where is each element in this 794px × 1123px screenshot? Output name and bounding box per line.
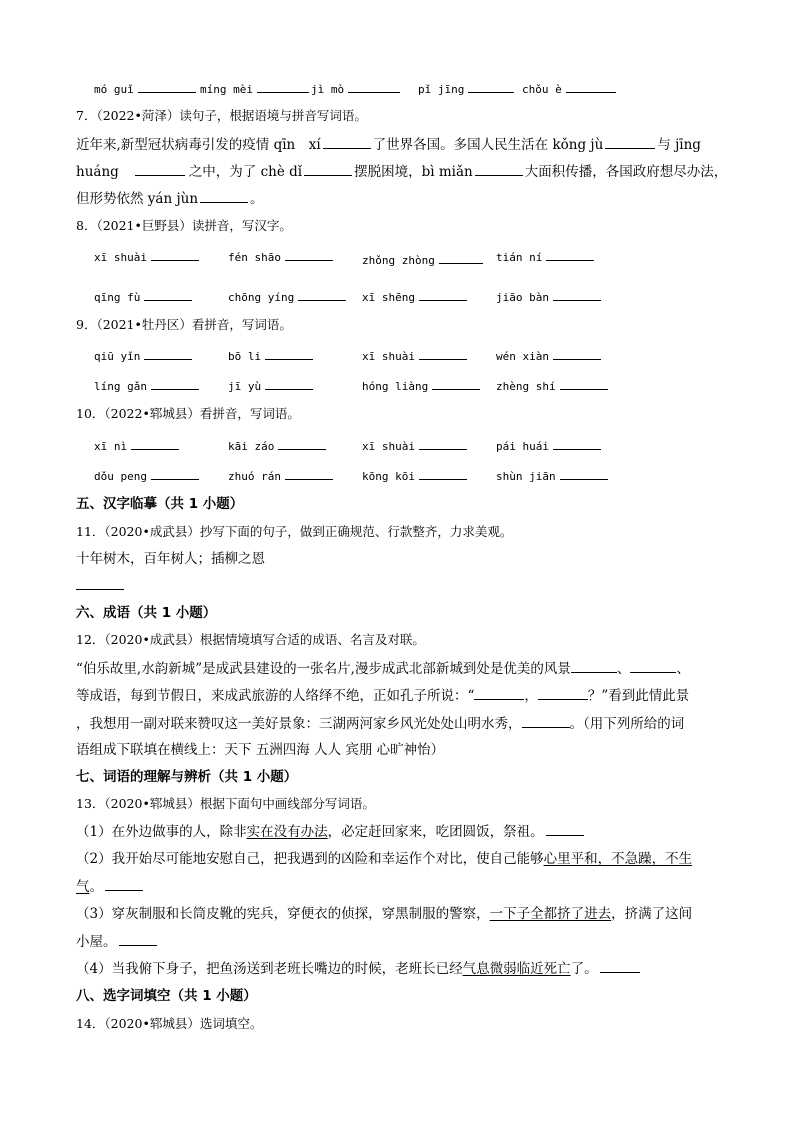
answer-blank[interactable] [285,248,333,261]
answer-blank[interactable] [560,467,608,480]
answer-blank[interactable] [135,163,185,176]
question-10-stem: 10．（2022•郓城县）看拼音，写词语。 [76,406,300,421]
answer-blank[interactable] [151,377,199,390]
question-11-text: 十年树木，百年树人；插柳之恩 [76,551,265,567]
section-8-heading: 八、选字词填空（共 1 小题） [76,988,257,1004]
answer-blank[interactable] [419,437,467,450]
question-13-item-2-cont: 气。 [76,878,143,895]
pinyin-item: jiāo bàn [496,288,601,306]
question-11-answer [76,577,124,595]
question-7-line-2: huáng 之中，为了 chè dǐ 摆脱困境，bì miǎn 大面积传播，各国政府想尽办法， [76,164,728,180]
pinyin-item: jī yù [228,377,313,395]
question-14-stem: 14．（2020•郓城县）选词填空。 [76,1016,263,1031]
answer-blank[interactable] [474,687,524,700]
answer-blank[interactable] [553,288,601,301]
pinyin-item: qīng fù [94,288,192,306]
answer-blank[interactable] [298,288,346,301]
pinyin-item: dǒu peng [94,467,199,485]
pinyin-item: hóng liàng [362,377,480,395]
pinyin-item: xī shuài [362,437,467,455]
pinyin-item: xī shuài [362,347,467,365]
answer-blank[interactable] [200,190,248,203]
answer-blank[interactable] [566,80,616,93]
answer-blank[interactable] [257,80,309,93]
answer-blank[interactable] [419,347,467,360]
answer-blank[interactable] [553,437,601,450]
pinyin-item: chōng yíng [228,288,346,306]
pinyin-item: pái huái [496,437,601,455]
answer-blank[interactable] [468,80,514,93]
question-13-item-1: （1）在外边做事的人，除非实在没有办法，必定赶回家来，吃团圆饭，祭祖。 [76,823,584,840]
answer-blank[interactable] [131,437,179,450]
answer-blank[interactable] [138,80,196,93]
answer-blank[interactable] [278,437,326,450]
section-7-heading: 七、词语的理解与辨析（共 1 小题） [76,769,298,785]
answer-blank[interactable] [265,347,313,360]
answer-blank[interactable] [119,933,157,946]
pinyin-item: mó guǐ [94,80,196,98]
answer-blank[interactable] [432,377,480,390]
pinyin-item: xī nì [94,437,179,455]
answer-blank[interactable] [151,467,199,480]
section-5-heading: 五、汉字临摹（共 1 小题） [76,496,244,512]
pinyin-item: shùn jiān [496,467,608,485]
question-7-line-1: 近年来,新型冠状病毒引发的疫情 qīn xí 了世界各国。多国人民生活在 kǒng jù 与 jīng [76,137,701,153]
answer-blank[interactable] [439,251,483,264]
pinyin-item: zhǒng zhòng [362,251,483,269]
pinyin-item: wén xiàn [496,347,601,365]
pinyin-item: qiū yǐn [94,347,192,365]
question-12-stem: 12．（2020•成武县）根据情境填写合适的成语、名言及对联。 [76,632,425,647]
pinyin-item: bō li [228,347,313,365]
section-6-heading: 六、成语（共 1 小题） [76,605,217,621]
pinyin-item: fén shāo [228,248,333,266]
answer-blank[interactable] [76,577,124,590]
answer-blank[interactable] [105,878,143,891]
answer-blank[interactable] [144,347,192,360]
answer-blank[interactable] [605,136,655,149]
answer-blank[interactable] [553,347,601,360]
question-7-line-3: 但形势依然 yán jùn 。 [76,191,264,207]
pinyin-item: kāi záo [228,437,326,455]
answer-blank[interactable] [522,715,570,728]
answer-blank[interactable] [144,288,192,301]
answer-blank[interactable] [546,823,584,836]
question-13-item-2: （2）我开始尽可能地安慰自己，把我遇到的凶险和幸运作个对比，使自己能够心里平和，不急躁，不生 [76,851,693,867]
pinyin-item: kōng kōi [362,467,467,485]
question-8-stem: 8．（2021•巨野县）读拼音，写汉字。 [76,218,292,233]
question-12-line-3: ，我想用一副对联来赞叹这一美好景象：三湖两河家乡风光处处山明水秀， 。（用下列所给的词 [76,716,685,732]
question-12-line-4: 语组成下联填在横线上：天下 五洲四海 人人 宾朋 心旷神怡） [76,742,445,758]
answer-blank[interactable] [151,248,199,261]
question-13-item-4: （4）当我俯下身子，把鱼汤送到老班长嘴边的时候，老班长已经气息微弱临近死亡了。 [76,960,640,977]
pinyin-item: míng mèi [200,80,309,98]
answer-blank[interactable] [265,377,313,390]
pinyin-item: zhuó rán [228,467,333,485]
answer-blank[interactable] [304,163,352,176]
answer-blank[interactable] [419,288,467,301]
answer-blank[interactable] [285,467,333,480]
answer-blank[interactable] [560,377,608,390]
answer-blank[interactable] [348,80,400,93]
question-7-stem: 7．（2022•菏泽）读句子，根据语境与拼音写词语。 [76,108,367,123]
answer-blank[interactable] [419,467,467,480]
pinyin-item: líng gǎn [94,377,199,395]
question-9-stem: 9．（2021•牡丹区）看拼音，写词语。 [76,317,292,332]
pinyin-item: pǐ jīng [418,80,514,98]
answer-blank[interactable] [538,687,588,700]
answer-blank[interactable] [630,660,676,673]
question-13-item-3: （3）穿灰制服和长筒皮靴的宪兵，穿便衣的侦探，穿黑制服的警察，一下子全都挤了进去，挤满了这间 [76,906,693,922]
question-13-stem: 13．（2020•郓城县）根据下面句中画线部分写词语。 [76,796,375,811]
pinyin-item: jì mò [311,80,400,98]
question-12-line-2: 等成语，每到节假日，来成武旅游的人络绎不绝，正如孔子所说：“ ， ？”看到此情此景 [76,688,690,704]
pinyin-item: tián ní [496,248,594,266]
answer-blank[interactable] [600,960,640,973]
question-13-item-3-cont: 小屋。 [76,933,157,950]
answer-blank[interactable] [546,248,594,261]
pinyin-item: xī shuài [94,248,199,266]
pinyin-item: chǒu è [522,80,616,98]
pinyin-item: xī shēng [362,288,467,306]
answer-blank[interactable] [571,660,617,673]
pinyin-item: zhèng shí [496,377,608,395]
question-12-line-1: “伯乐故里,水韵新城”是成武县建设的一张名片,漫步成武北部新城到处是优美的风景 、 、 [76,661,690,677]
answer-blank[interactable] [323,136,371,149]
answer-blank[interactable] [475,163,523,176]
question-11-stem: 11．（2020•成武县）抄写下面的句子，做到正确规范、行款整齐，力求美观。 [76,524,513,539]
